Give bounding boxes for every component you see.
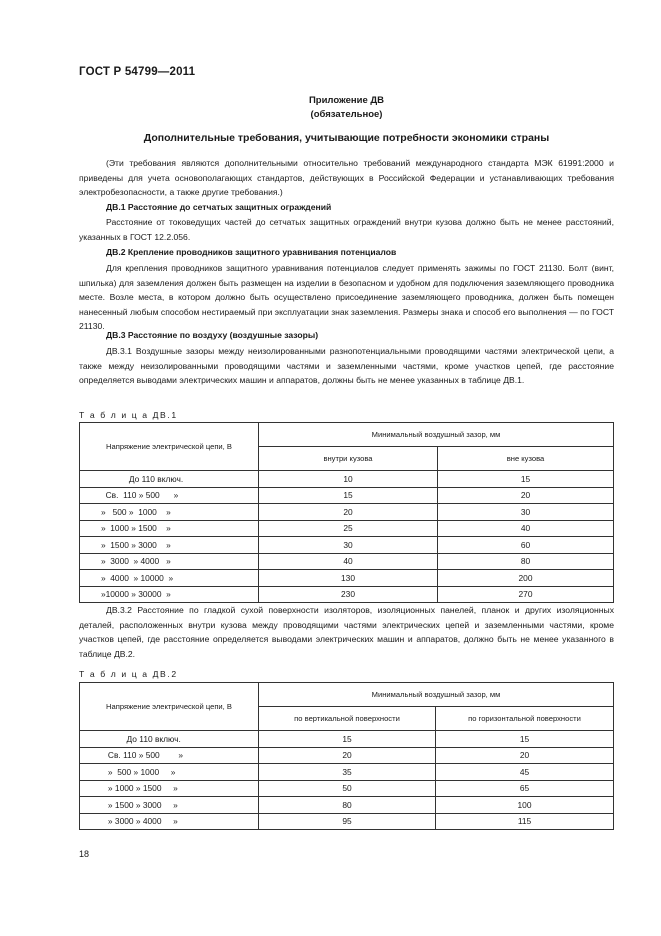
table1-caption: Т а б л и ц а ДВ.1 <box>79 410 178 420</box>
table1-header-outside: вне кузова <box>438 447 614 471</box>
appendix-label: Приложение ДВ <box>308 95 385 106</box>
section-heading-dv2: ДВ.2 Крепление проводников защитного уравнивания потенциалов <box>106 247 397 257</box>
page-number: 18 <box>79 849 90 859</box>
table-row: »10000 » 30000 » 230 270 <box>80 586 614 603</box>
table2-header-group: Минимальный воздушный зазор, мм <box>259 683 614 707</box>
table-row: Св. 110 » 500 » 15 20 <box>80 487 614 504</box>
table-dv2 <box>79 682 614 830</box>
table-row: » 1000 » 1500 » 50 65 <box>80 780 614 797</box>
section-text-dv1: Расстояние от токоведущих частей до сетчатых защитных ограждений внутри кузова должно быть не менее расстояний, указанных в ГОСТ 12.2.056. <box>79 217 614 242</box>
table2-header-vertical: по вертикальной поверхности <box>259 707 436 731</box>
table-row: До 110 включ. 15 15 <box>80 731 614 748</box>
table1-header-inside: внутри кузова <box>259 447 438 471</box>
table-row: » 500 » 1000 » 35 45 <box>80 764 614 781</box>
table1-header-group: Минимальный воздушный зазор, мм <box>259 423 614 447</box>
table-row: » 1500 » 3000 » 80 100 <box>80 797 614 814</box>
table-row: » 3000 » 4000 » 40 80 <box>80 553 614 570</box>
table-row: » 4000 » 10000 » 130 200 <box>80 570 614 587</box>
table-row: » 1000 » 1500 » 25 40 <box>80 520 614 537</box>
table1-header-voltage: Напряжение электрической цепи, В <box>80 423 259 471</box>
table-row: » 3000 » 4000 » 95 115 <box>80 813 614 830</box>
table-row: Св. 110 » 500 » 20 20 <box>80 747 614 764</box>
table2-body <box>80 731 614 830</box>
section-heading-dv1: ДВ.1 Расстояние до сетчатых защитных ограждений <box>106 202 332 212</box>
table2-header-voltage: Напряжение электрической цепи, В <box>80 683 259 731</box>
section-heading-dv3: ДВ.3 Расстояние по воздуху (воздушные зазоры) <box>106 330 319 340</box>
section-text-dv3-1: ДВ.3.1 Воздушные зазоры между неизолированными разнопотенциальными проводящими частями электрической цепи, а также между неизолированными проводящими частями и заземленными частями, кроме участков цепей, где расстояние определяется выводами электрических машин и аппаратов, должны быть не менее указанных в таблице ДВ.1. <box>79 346 614 386</box>
table2-header-horizontal: по горизонтальной поверхности <box>436 707 614 731</box>
intro-paragraph: (Эти требования являются дополнительными относительно требований международного стандарта МЭК 61991:2000 и приведены для учета основополагающих стандартов, действующих в Российской Федерации и устанавливающих требования электробезопасности, а также другие требования.) <box>79 158 614 198</box>
table1-body <box>80 471 614 603</box>
table-row: До 110 включ. 10 15 <box>80 471 614 488</box>
section-text-dv2: Для крепления проводников защитного уравнивания потенциалов следует применять зажимы по ГОСТ 21130. Болт (винт, шпилька) для заземления должен быть размещен на изделии в безопасном и удобном для подключения заземляющего проводника месте. Возле места, в котором должно быть осуществлено присоединение заземляющего проводника, должен быть помещен нанесенный любым способом нестираемый при эксплуатации знак заземления. Размеры знака и способ его выполнения — по ГОСТ 21130. <box>79 263 614 332</box>
standard-header: ГОСТ Р 54799—2011 <box>79 66 196 78</box>
appendix-title: Дополнительные требования, учитывающие потребности экономики страны <box>143 132 550 144</box>
section-text-dv3-2: ДВ.3.2 Расстояние по гладкой сухой поверхности изоляторов, изоляционных панелей, планок и других изоляционных деталей, расположенных внутри кузова между проводящими частями электрических цепей и заземленными частями, кроме участков цепей, где расстояние определяется выводами электрических машин и аппаратов, должно быть не менее указанного в таблице ДВ.2. <box>79 605 614 659</box>
table2-caption: Т а б л и ц а ДВ.2 <box>79 669 178 679</box>
appendix-status: (обязательное) <box>310 109 383 120</box>
table-row: » 1500 » 3000 » 30 60 <box>80 537 614 554</box>
table-dv1 <box>79 422 614 603</box>
table-row: » 500 » 1000 » 20 30 <box>80 504 614 521</box>
